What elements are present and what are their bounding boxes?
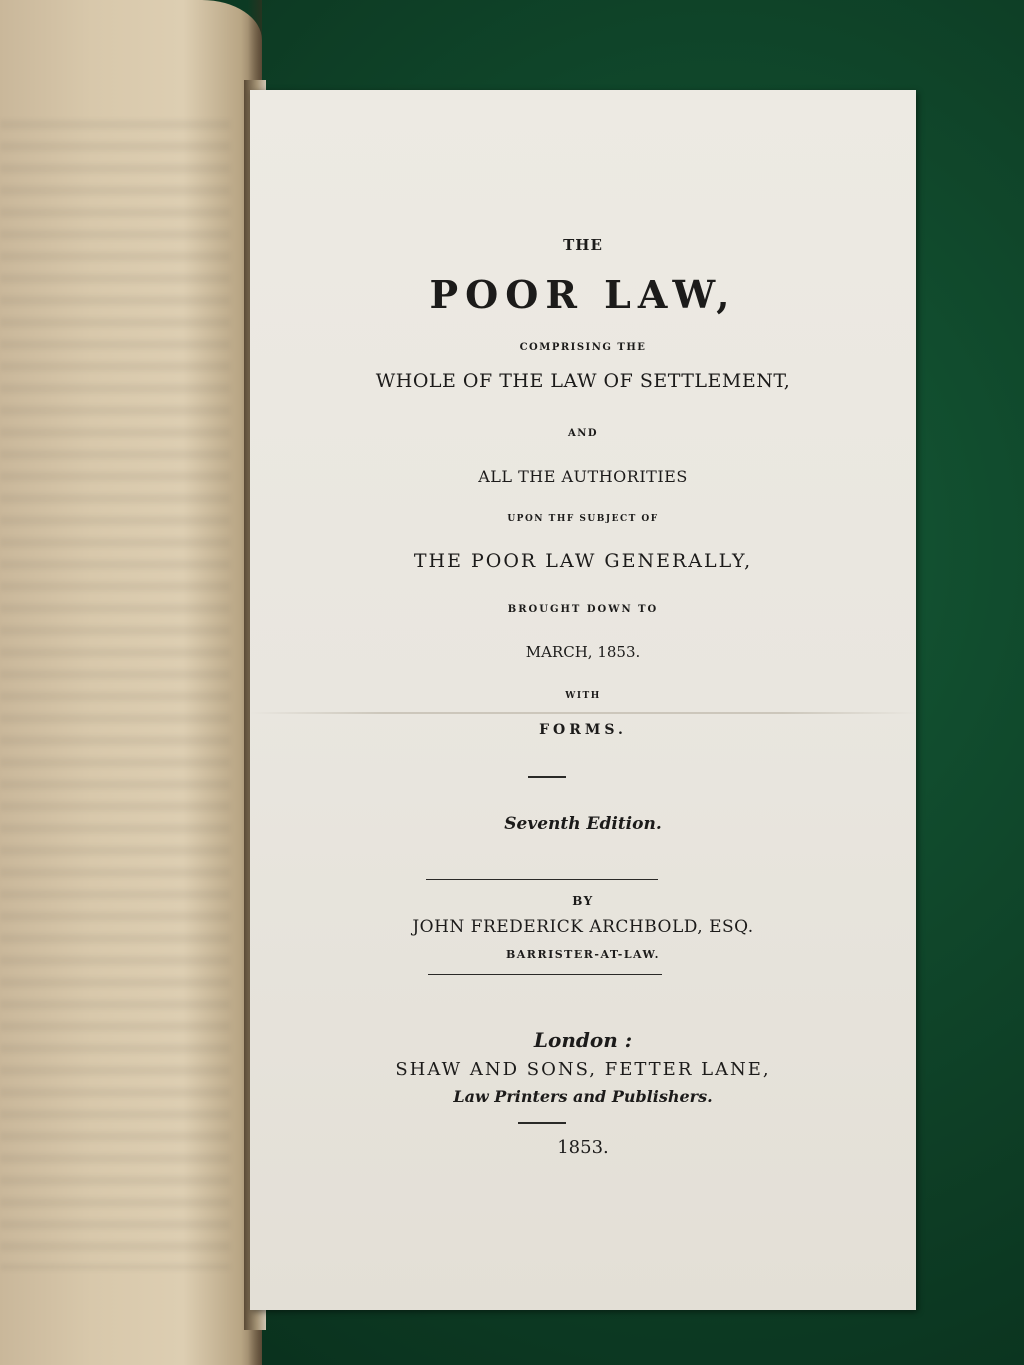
city-line: London : bbox=[533, 1028, 633, 1052]
bleed-through-text bbox=[0, 120, 230, 1270]
by-line: BY bbox=[572, 894, 594, 908]
author-title: BARRISTER-AT-LAW. bbox=[505, 948, 661, 961]
rule-above-year bbox=[518, 1122, 566, 1124]
brought-down-line: BROUGHT DOWN TO bbox=[507, 604, 659, 615]
title-article: THE bbox=[563, 236, 603, 254]
with-line: WITH bbox=[565, 691, 601, 701]
publisher-description: Law Printers and Publishers. bbox=[453, 1087, 713, 1106]
title-page bbox=[250, 90, 916, 1310]
publisher-line: SHAW AND SONS, FETTER LANE, bbox=[395, 1059, 771, 1080]
author-name: JOHN FREDERICK ARCHBOLD, ESQ. bbox=[412, 917, 754, 937]
date-line: MARCH, 1853. bbox=[525, 643, 641, 661]
year-line: 1853. bbox=[557, 1137, 609, 1158]
left-facing-page bbox=[0, 0, 262, 1365]
short-rule bbox=[528, 776, 566, 778]
comprising-line: COMPRISING THE bbox=[519, 342, 647, 353]
and-line: AND bbox=[567, 428, 599, 439]
forms-line: FORMS. bbox=[539, 722, 627, 738]
rule-above-author bbox=[426, 879, 658, 880]
page-fold-crease bbox=[250, 712, 916, 714]
rule-below-author bbox=[428, 974, 662, 975]
authorities-line: ALL THE AUTHORITIES bbox=[478, 467, 688, 486]
edition-line: Seventh Edition. bbox=[504, 814, 662, 834]
settlement-line: WHOLE OF THE LAW OF SETTLEMENT, bbox=[375, 370, 791, 392]
generally-line: THE POOR LAW GENERALLY, bbox=[413, 550, 753, 572]
main-title: POOR LAW, bbox=[429, 272, 737, 317]
subject-line: UPON THF SUBJECT OF bbox=[507, 514, 659, 524]
